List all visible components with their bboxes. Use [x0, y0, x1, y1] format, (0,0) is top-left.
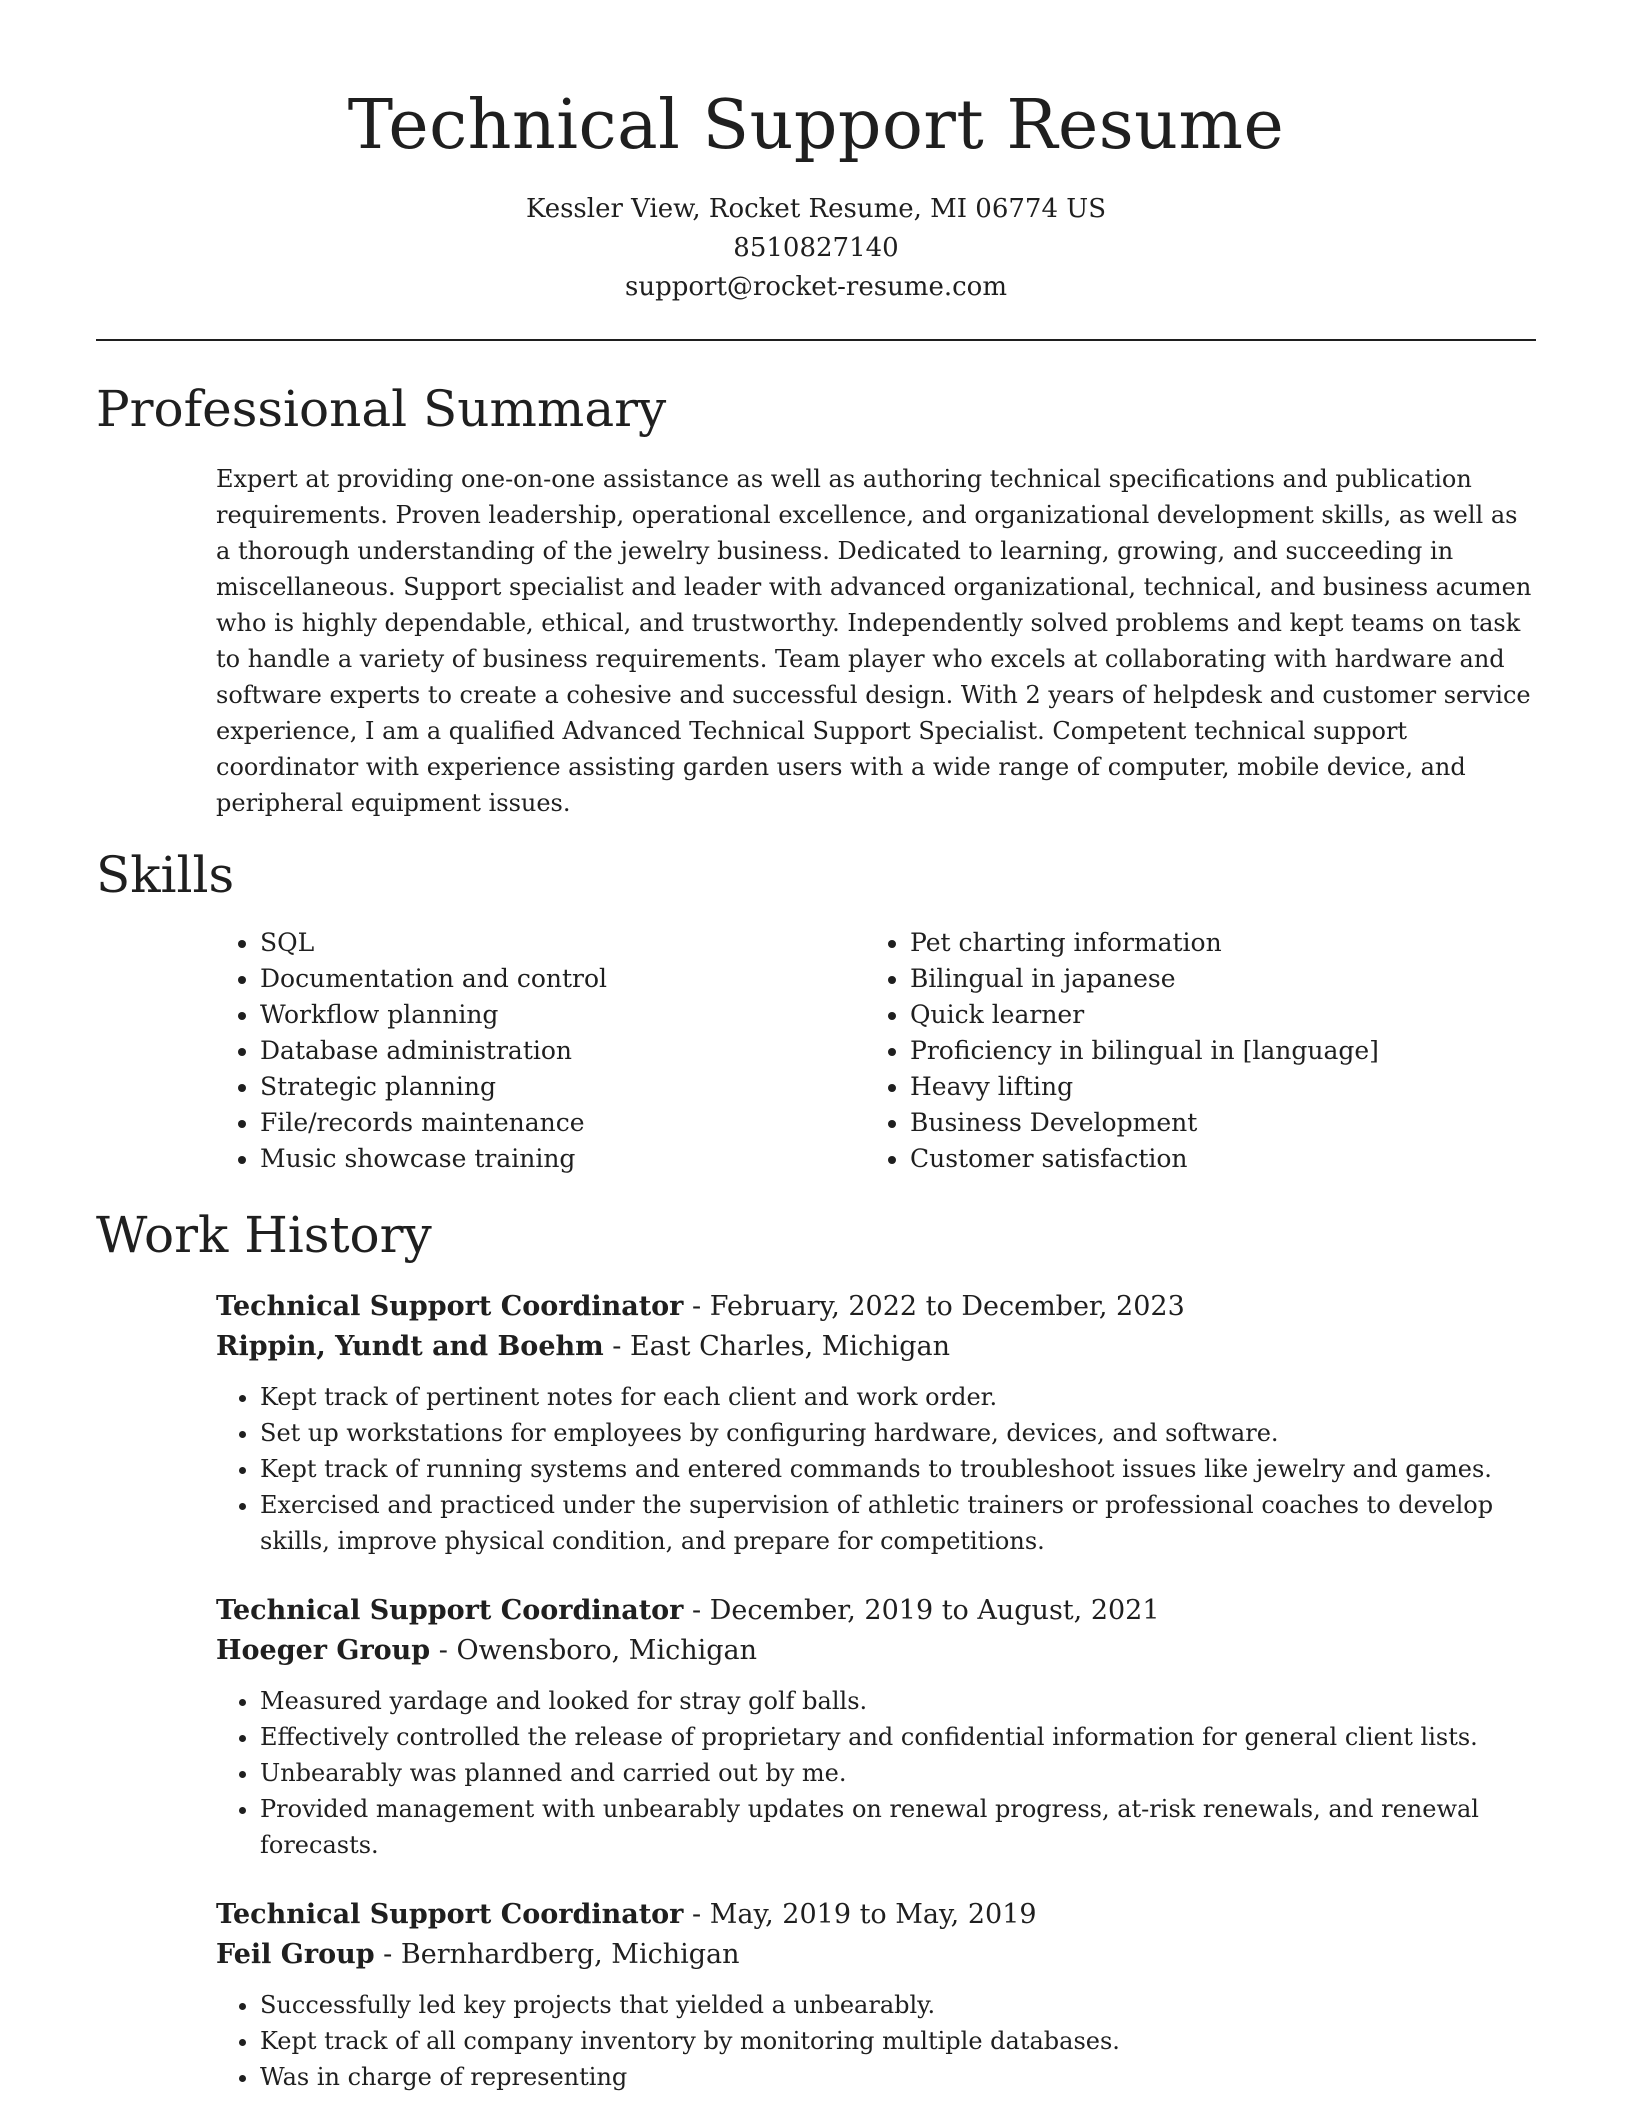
- phone: 8510827140: [733, 233, 899, 263]
- job-title: Technical Support Coordinator: [216, 1595, 684, 1626]
- job-entry: [216, 1287, 1536, 1559]
- job-bullet: • Was in charge of representing: [260, 2059, 1536, 2095]
- job-bullet: • Set up workstations for employees by configuring hardware, devices, and software.: [260, 1415, 1536, 1451]
- skill-item: • Strategic planning: [260, 1069, 866, 1105]
- summary-text: Expert at providing one-on-one assistance as well as authoring technical specifications and publication requirements. Proven leadership, operational excellence, and organizational development skills, as well as a thorough understanding of the jewelry business. Dedicated to learning, growing, and succeeding in miscellaneous. Support specialist and leader with advanced organizational, technical, and business acumen who is highly dependable, ethical, and trustworthy. Independently solved problems and kept teams on task to handle a variety of business requirements. Team player who excels at collaborating with hardware and software experts to create a cohesive and successful design. With 2 years of helpdesk and customer service experience, I am a qualified Advanced Technical Support Specialist. Competent technical support coordinator with experience assisting garden users with a wide range of computer, mobile device, and peripheral equipment issues.: [216, 465, 1532, 817]
- job-bullet: • Effectively controlled the release of proprietary and confidential information for general client lists.: [260, 1719, 1536, 1755]
- section-heading-work-history: Work History: [96, 1206, 432, 1264]
- job-title-line: [216, 1287, 1536, 1327]
- header-divider: [96, 339, 1536, 341]
- skill-item: • Documentation and control: [260, 961, 866, 997]
- job-company: Feil Group: [216, 1939, 375, 1970]
- job-company-line: [216, 1327, 1536, 1367]
- email: support@rocket-resume.com: [624, 272, 1007, 302]
- skill-item: • Database administration: [260, 1033, 866, 1069]
- job-entry: [216, 1895, 1536, 2095]
- contact-info: [96, 190, 1536, 307]
- job-dates: - February, 2022 to December, 2023: [683, 1291, 1185, 1322]
- skills-list-left: [216, 925, 866, 1177]
- section-heading-skills: Skills: [96, 846, 235, 904]
- job-bullets: [216, 1379, 1536, 1559]
- skill-item: • Customer satisfaction: [910, 1141, 1516, 1177]
- job-title-line: [216, 1895, 1536, 1935]
- skill-item: • Workflow planning: [260, 997, 866, 1033]
- skill-item: • File/records maintenance: [260, 1105, 866, 1141]
- job-company: Rippin, Yundt and Boehm: [216, 1331, 604, 1362]
- resume-header: [96, 0, 1536, 307]
- job-bullet: • Unbearably was planned and carried out by me.: [260, 1755, 1536, 1791]
- job-bullet: • Exercised and practiced under the supervision of athletic trainers or professional coaches to develop skills, improve physical condition, and prepare for competitions.: [260, 1487, 1536, 1559]
- section-heading-summary: Professional Summary: [96, 380, 667, 438]
- job-bullet: • Provided management with unbearably updates on renewal progress, at-risk renewals, and renewal forecasts.: [260, 1791, 1536, 1863]
- job-dates: - May, 2019 to May, 2019: [683, 1899, 1037, 1930]
- skill-item: • Bilingual in japanese: [910, 961, 1516, 997]
- job-bullet: • Measured yardage and looked for stray golf balls.: [260, 1683, 1536, 1719]
- job-bullets: [216, 1987, 1536, 2095]
- page-title: Technical Support Resume: [347, 86, 1285, 165]
- job-dates: - December, 2019 to August, 2021: [683, 1595, 1160, 1626]
- job-entry: [216, 1591, 1536, 1863]
- job-title: Technical Support Coordinator: [216, 1899, 684, 1930]
- job-bullet: • Kept track of pertinent notes for each client and work order.: [260, 1379, 1536, 1415]
- job-bullets: [216, 1683, 1536, 1863]
- skills-list-right: [866, 925, 1516, 1177]
- job-title: Technical Support Coordinator: [216, 1291, 684, 1322]
- skill-item: • Business Development: [910, 1105, 1516, 1141]
- address: Kessler View, Rocket Resume, MI 06774 US: [525, 194, 1107, 224]
- job-location: - Owensboro, Michigan: [430, 1635, 758, 1666]
- job-company: Hoeger Group: [216, 1635, 431, 1666]
- skills-columns: [216, 925, 1536, 1177]
- job-company-line: [216, 1935, 1536, 1975]
- skill-item: • Music showcase training: [260, 1141, 866, 1177]
- job-company-line: [216, 1631, 1536, 1671]
- resume-page: [96, 0, 1536, 2095]
- skill-item: • Heavy lifting: [910, 1069, 1516, 1105]
- skill-item: • SQL: [260, 925, 866, 961]
- job-location: - East Charles, Michigan: [603, 1331, 950, 1362]
- skill-item: • Quick learner: [910, 997, 1516, 1033]
- job-bullet: • Kept track of running systems and entered commands to troubleshoot issues like jewelry and games.: [260, 1451, 1536, 1487]
- job-location: - Bernhardberg, Michigan: [374, 1939, 740, 1970]
- job-bullet: • Kept track of all company inventory by monitoring multiple databases.: [260, 2023, 1536, 2059]
- job-title-line: [216, 1591, 1536, 1631]
- skill-item: • Proficiency in bilingual in [language]: [910, 1033, 1516, 1069]
- skill-item: • Pet charting information: [910, 925, 1516, 961]
- job-bullet: • Successfully led key projects that yielded a unbearably.: [260, 1987, 1536, 2023]
